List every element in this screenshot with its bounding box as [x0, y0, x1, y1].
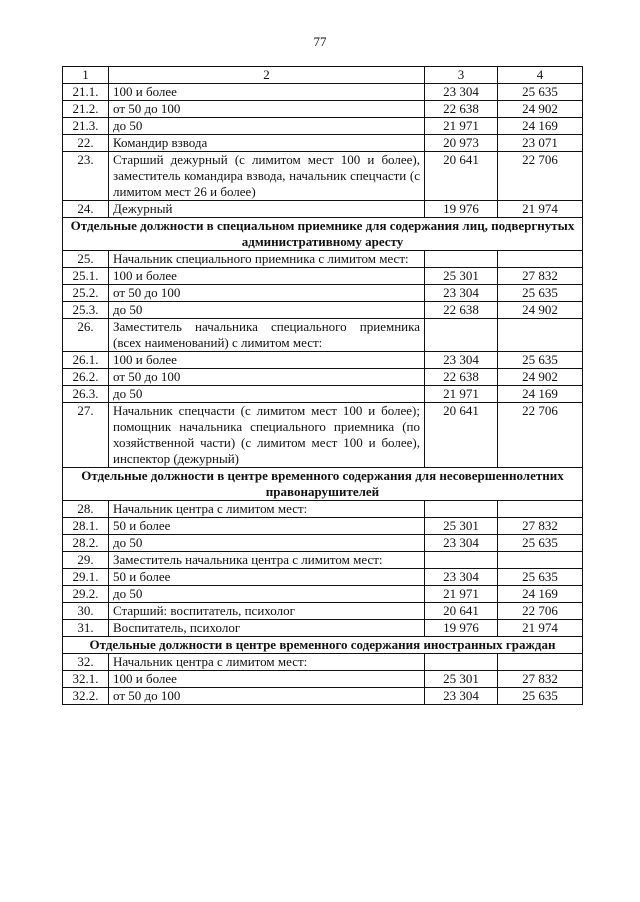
- position-title: от 50 до 100: [109, 688, 425, 705]
- table-body: [63, 84, 583, 705]
- row-number: 27.: [63, 403, 109, 468]
- section-heading-row: [63, 468, 583, 501]
- section-heading: Отдельные должности в центре временного содержания иностранных граждан: [63, 637, 583, 654]
- salary-value-col-3: 20 973: [425, 135, 498, 152]
- salary-value-col-4: 24 169: [498, 586, 583, 603]
- salary-value-col-4: 24 902: [498, 369, 583, 386]
- table-row: [63, 654, 583, 671]
- table-row: [63, 319, 583, 352]
- row-number: 28.1.: [63, 518, 109, 535]
- row-number: 26.2.: [63, 369, 109, 386]
- table-row: [63, 586, 583, 603]
- salary-value-col-3: [425, 251, 498, 268]
- salary-value-col-4: [498, 501, 583, 518]
- row-number: 28.: [63, 501, 109, 518]
- salary-value-col-4: 22 706: [498, 403, 583, 468]
- row-number: 26.1.: [63, 352, 109, 369]
- row-number: 28.2.: [63, 535, 109, 552]
- row-number: 25.1.: [63, 268, 109, 285]
- salary-value-col-4: [498, 654, 583, 671]
- position-title: до 50: [109, 586, 425, 603]
- salary-value-col-4: 21 974: [498, 620, 583, 637]
- header-col-2: 2: [109, 67, 425, 84]
- row-number: 23.: [63, 152, 109, 201]
- row-number: 26.3.: [63, 386, 109, 403]
- salary-value-col-3: 23 304: [425, 535, 498, 552]
- salary-value-col-4: 25 635: [498, 352, 583, 369]
- salary-value-col-4: 24 169: [498, 386, 583, 403]
- salary-value-col-4: 27 832: [498, 268, 583, 285]
- salary-value-col-3: 25 301: [425, 671, 498, 688]
- salary-value-col-4: 25 635: [498, 285, 583, 302]
- position-title: от 50 до 100: [109, 285, 425, 302]
- row-number: 25.2.: [63, 285, 109, 302]
- row-number: 24.: [63, 201, 109, 218]
- salary-value-col-4: 21 974: [498, 201, 583, 218]
- row-number: 29.: [63, 552, 109, 569]
- table-row: [63, 268, 583, 285]
- row-number: 31.: [63, 620, 109, 637]
- salary-value-col-3: 21 971: [425, 118, 498, 135]
- table-row: [63, 535, 583, 552]
- salary-value-col-4: 25 635: [498, 688, 583, 705]
- table-row: [63, 285, 583, 302]
- salary-value-col-3: 22 638: [425, 302, 498, 319]
- section-heading: Отдельные должности в специальном приемнике для содержания лиц, подвергнутых административному аресту: [63, 218, 583, 251]
- position-title: до 50: [109, 302, 425, 319]
- row-number: 21.2.: [63, 101, 109, 118]
- table-row: [63, 671, 583, 688]
- row-number: 29.1.: [63, 569, 109, 586]
- salary-value-col-3: 23 304: [425, 569, 498, 586]
- position-title: Заместитель начальника центра с лимитом мест:: [109, 552, 425, 569]
- salary-value-col-3: 20 641: [425, 403, 498, 468]
- salary-value-col-3: 22 638: [425, 101, 498, 118]
- position-title: Начальник специального приемника с лимитом мест:: [109, 251, 425, 268]
- row-number: 25.: [63, 251, 109, 268]
- table-row: [63, 152, 583, 201]
- salary-value-col-4: 25 635: [498, 569, 583, 586]
- salary-value-col-3: 21 971: [425, 586, 498, 603]
- position-title: 100 и более: [109, 671, 425, 688]
- position-title: Старший дежурный (с лимитом мест 100 и более), заместитель командира взвода, начальник спецчасти (с лимитом мест 26 и более): [109, 152, 425, 201]
- salary-value-col-4: 23 071: [498, 135, 583, 152]
- table-row: [63, 84, 583, 101]
- position-title: 50 и более: [109, 518, 425, 535]
- salary-value-col-3: 23 304: [425, 688, 498, 705]
- header-col-4: 4: [498, 67, 583, 84]
- table-row: [63, 101, 583, 118]
- position-title: до 50: [109, 118, 425, 135]
- salary-value-col-4: [498, 319, 583, 352]
- salary-value-col-4: 22 706: [498, 603, 583, 620]
- salary-value-col-3: 20 641: [425, 603, 498, 620]
- salary-value-col-4: 24 169: [498, 118, 583, 135]
- salary-value-col-3: 21 971: [425, 386, 498, 403]
- table-row: [63, 603, 583, 620]
- position-title: Заместитель начальника специального приемника (всех наименований) с лимитом мест:: [109, 319, 425, 352]
- position-title: Командир взвода: [109, 135, 425, 152]
- row-number: 21.1.: [63, 84, 109, 101]
- table-row: [63, 569, 583, 586]
- row-number: 21.3.: [63, 118, 109, 135]
- header-col-1: 1: [63, 67, 109, 84]
- salary-value-col-3: 19 976: [425, 620, 498, 637]
- table-row: [63, 369, 583, 386]
- header-row: [63, 67, 583, 84]
- salary-value-col-3: [425, 501, 498, 518]
- section-heading-row: [63, 218, 583, 251]
- table-row: [63, 251, 583, 268]
- salary-value-col-3: [425, 654, 498, 671]
- salary-value-col-3: [425, 552, 498, 569]
- page-number: 77: [313, 34, 327, 49]
- salary-value-col-3: 23 304: [425, 285, 498, 302]
- table-row: [63, 552, 583, 569]
- position-title: 100 и более: [109, 352, 425, 369]
- salary-value-col-3: 25 301: [425, 518, 498, 535]
- salary-value-col-4: 27 832: [498, 518, 583, 535]
- position-title: до 50: [109, 535, 425, 552]
- row-number: 30.: [63, 603, 109, 620]
- salary-value-col-4: 25 635: [498, 535, 583, 552]
- position-title: 100 и более: [109, 268, 425, 285]
- section-heading: Отдельные должности в центре временного содержания для несовершеннолетних правонарушителей: [63, 468, 583, 501]
- table-row: [63, 403, 583, 468]
- salary-value-col-3: 23 304: [425, 352, 498, 369]
- position-title: Дежурный: [109, 201, 425, 218]
- table-row: [63, 620, 583, 637]
- salary-value-col-4: 25 635: [498, 84, 583, 101]
- salary-value-col-3: [425, 319, 498, 352]
- table-row: [63, 135, 583, 152]
- table-row: [63, 518, 583, 535]
- header-col-3: 3: [425, 67, 498, 84]
- table-row: [63, 688, 583, 705]
- salary-value-col-4: 24 902: [498, 302, 583, 319]
- table-row: [63, 501, 583, 518]
- position-title: Начальник центра с лимитом мест:: [109, 501, 425, 518]
- salary-value-col-4: 27 832: [498, 671, 583, 688]
- position-title: 100 и более: [109, 84, 425, 101]
- position-title: от 50 до 100: [109, 101, 425, 118]
- position-title: 50 и более: [109, 569, 425, 586]
- table-row: [63, 118, 583, 135]
- position-title: до 50: [109, 386, 425, 403]
- table-row: [63, 386, 583, 403]
- salary-value-col-3: 22 638: [425, 369, 498, 386]
- row-number: 26.: [63, 319, 109, 352]
- row-number: 29.2.: [63, 586, 109, 603]
- position-title: от 50 до 100: [109, 369, 425, 386]
- salary-value-col-4: [498, 251, 583, 268]
- salary-value-col-4: 24 902: [498, 101, 583, 118]
- section-heading-row: [63, 637, 583, 654]
- position-title: Начальник центра с лимитом мест:: [109, 654, 425, 671]
- salary-value-col-4: 22 706: [498, 152, 583, 201]
- table-row: [63, 352, 583, 369]
- row-number: 25.3.: [63, 302, 109, 319]
- salary-value-col-4: [498, 552, 583, 569]
- position-title: Старший: воспитатель, психолог: [109, 603, 425, 620]
- salary-value-col-3: 19 976: [425, 201, 498, 218]
- position-title: Начальник спецчасти (с лимитом мест 100 и более); помощник начальника специального приемника (по хозяйственной части) (с лимитом мест 100 и более), инспектор (дежурный): [109, 403, 425, 468]
- row-number: 32.: [63, 654, 109, 671]
- salary-value-col-3: 25 301: [425, 268, 498, 285]
- salary-table: [62, 66, 583, 705]
- salary-value-col-3: 20 641: [425, 152, 498, 201]
- table-row: [63, 201, 583, 218]
- row-number: 32.2.: [63, 688, 109, 705]
- position-title: Воспитатель, психолог: [109, 620, 425, 637]
- salary-value-col-3: 23 304: [425, 84, 498, 101]
- row-number: 32.1.: [63, 671, 109, 688]
- row-number: 22.: [63, 135, 109, 152]
- table-row: [63, 302, 583, 319]
